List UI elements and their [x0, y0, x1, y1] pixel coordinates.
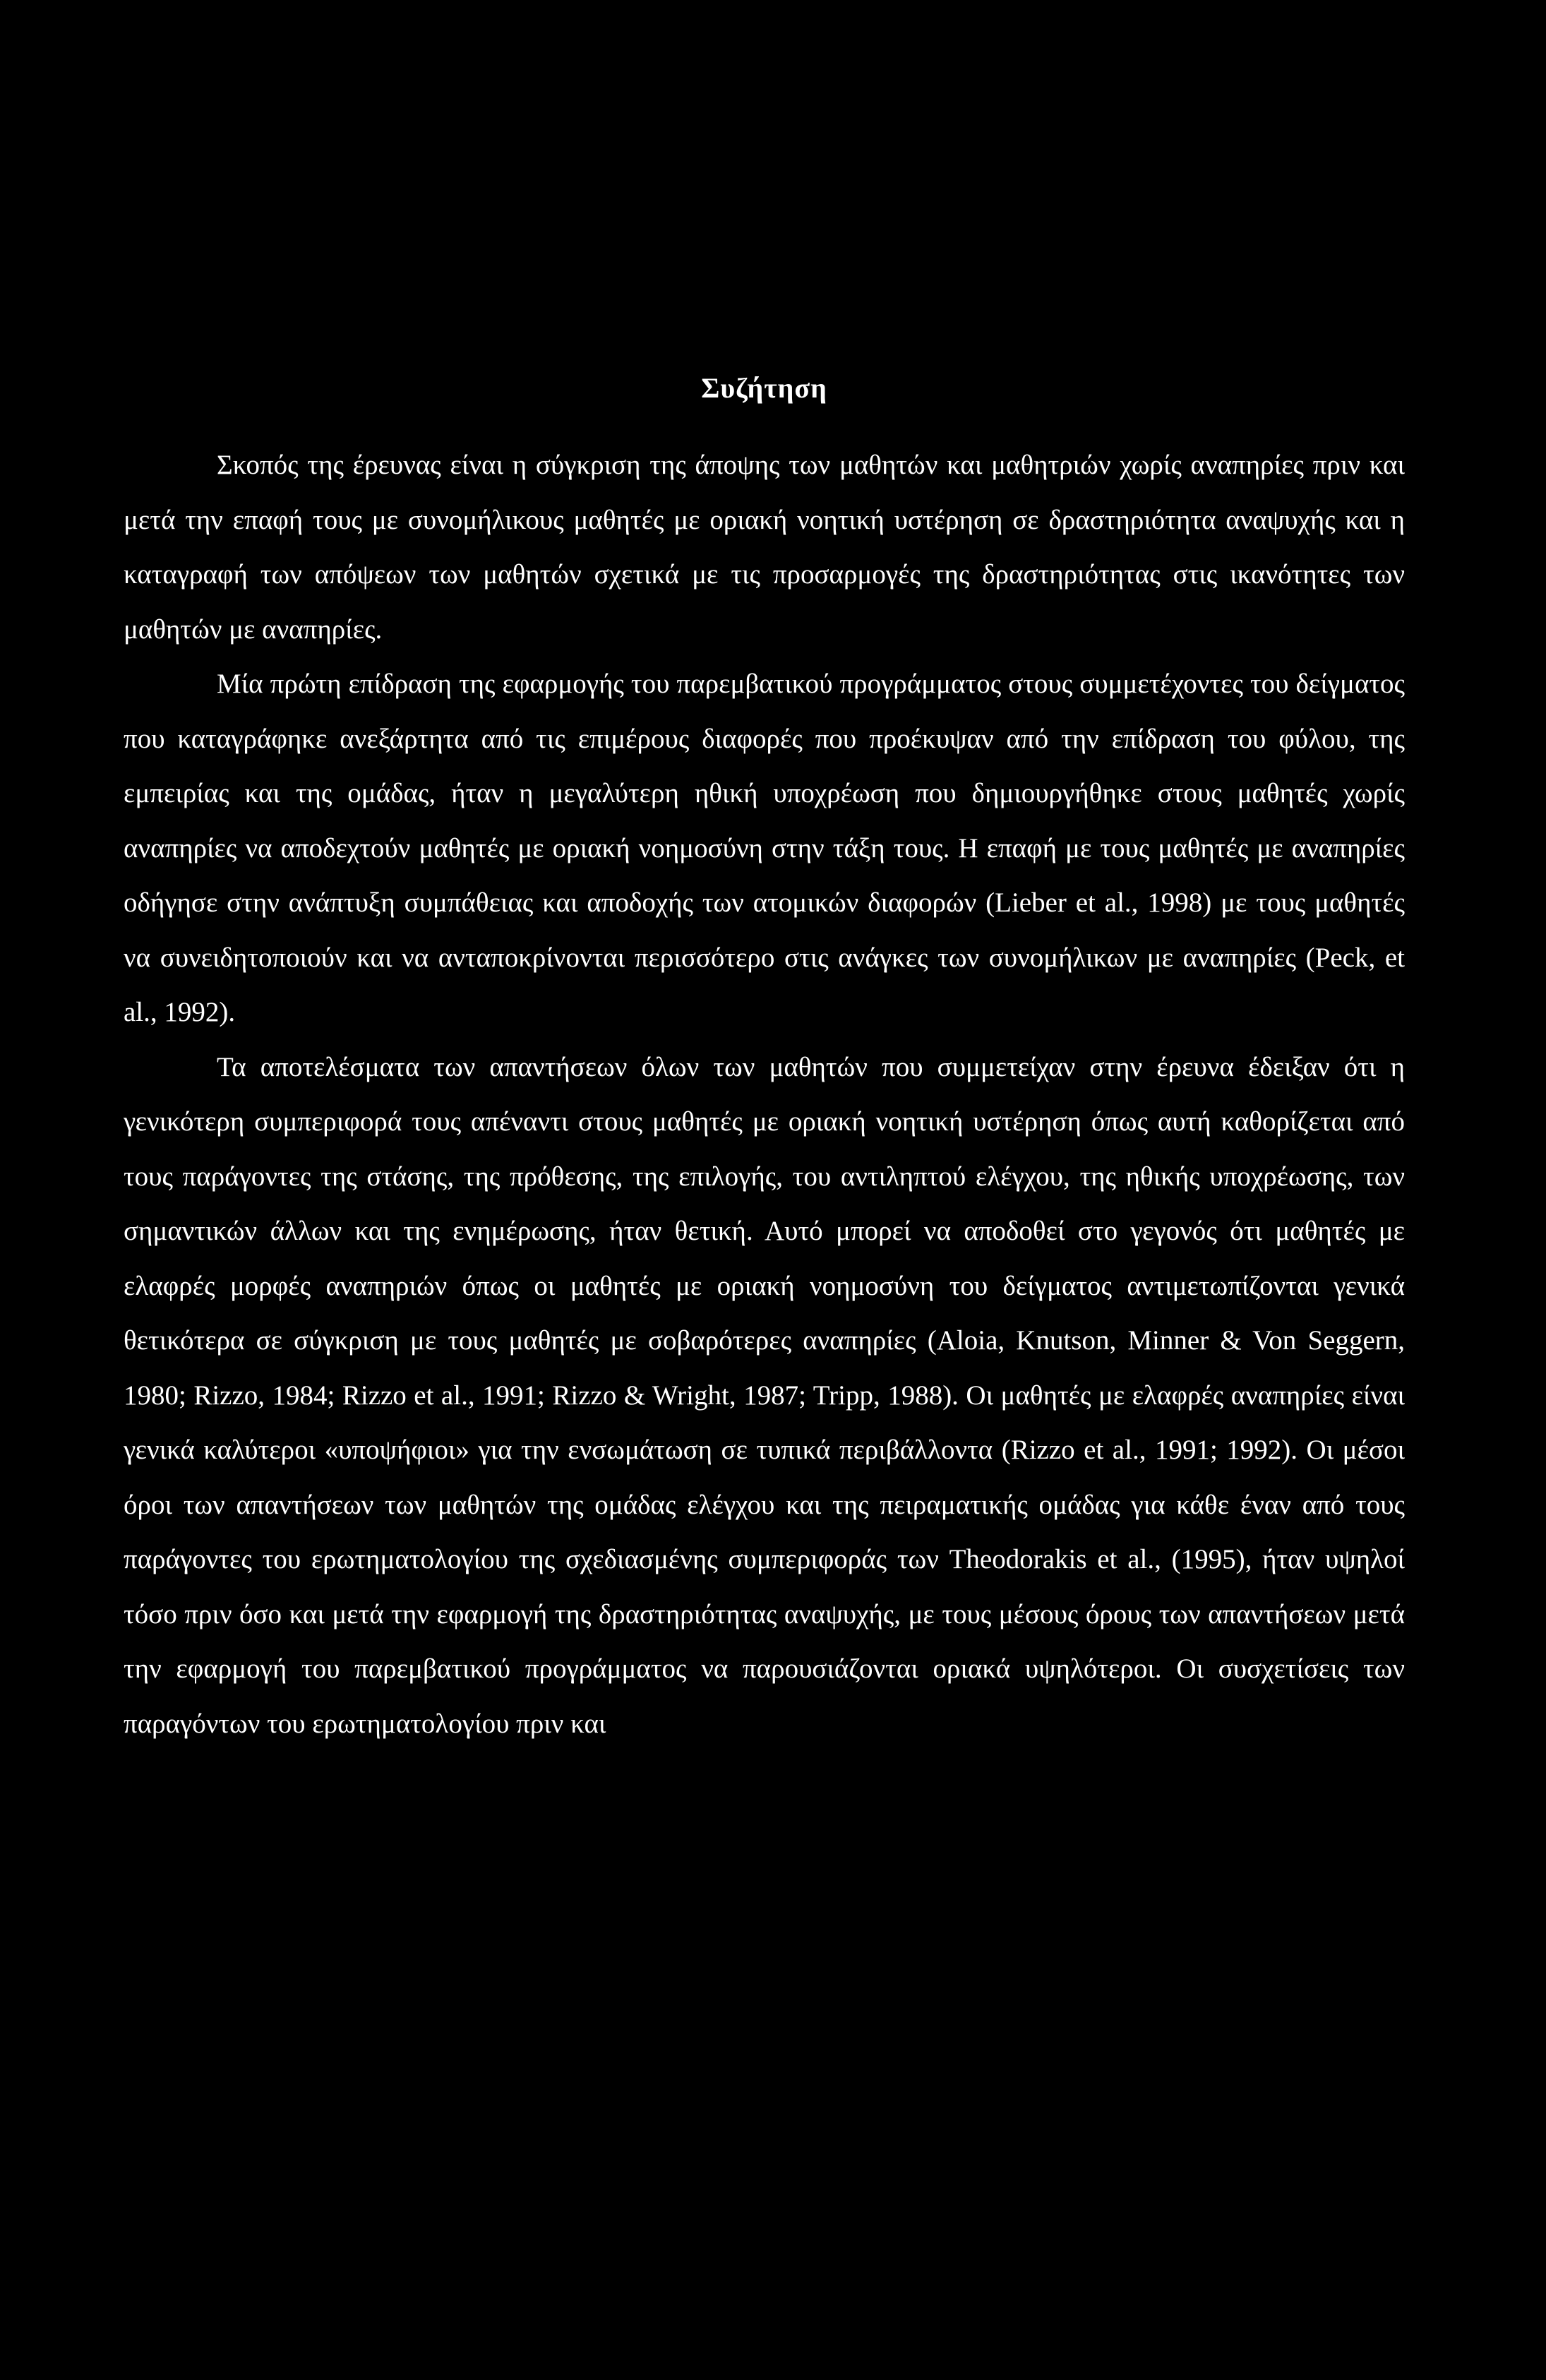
document-page [124, 367, 1405, 1751]
section-title: Συζήτηση [701, 372, 827, 404]
paragraph-aim: Σκοπός της έρευνας είναι η σύγκριση της άποψης των μαθητών και μαθητριών χωρίς αναπηρίες πριν και μετά την επαφή τους με συνομήλικους μαθητές με οριακή νοητική υστέρηση σε δραστηριότητα αναψυχής και η καταγραφή των απόψεων των μαθητών σχετικά με τις προσαρμογές της δραστηριότητας στις ικανότητες των μαθητών με αναπηρίες. [124, 450, 1405, 645]
paragraph-first-effect: Μία πρώτη επίδραση της εφαρμογής του παρεμβατικού προγράμματος στους συμμετέχοντες του δείγματος που καταγράφηκε ανεξάρτητα από τις επιμέρους διαφορές που προέκυψαν από την επίδραση του φύλου, της εμπειρίας και της ομάδας, ήταν η μεγαλύτερη ηθική υποχρέωση που δημιουργήθηκε στους μαθητές χωρίς αναπηρίες να αποδεχτούν μαθητές με οριακή νοημοσύνη στην τάξη τους. Η επαφή με τους μαθητές με αναπηρίες οδήγησε στην ανάπτυξη συμπάθειας και αποδοχής των ατομικών διαφορών (Lieber et al., 1998) με τους μαθητές να συνειδητοποιούν και να ανταποκρίνονται περισσότερο στις ανάγκες των συνομήλικων με αναπηρίες (Peck, et al., 1992). [124, 669, 1405, 1027]
paragraph-results: Τα αποτελέσματα των απαντήσεων όλων των μαθητών που συμμετείχαν στην έρευνα έδειξαν ότι η γενικότερη συμπεριφορά τους απέναντι στους μαθητές με οριακή νοητική υστέρηση όπως αυτή καθορίζεται από τους παράγοντες της στάσης, της πρόθεσης, της επιλογής, του αντιληπτού ελέγχου, της ηθικής υποχρέωσης, των σημαντικών άλλων και της ενημέρωσης, ήταν θετική. Αυτό μπορεί να αποδοθεί στο γεγονός ότι μαθητές με ελαφρές μορφές αναπηριών όπως οι μαθητές με οριακή νοημοσύνη του δείγματος αντιμετωπίζονται γενικά θετικότερα σε σύγκριση με τους μαθητές με σοβαρότερες αναπηρίες (Aloia, Knutson, Minner & Von Seggern, 1980; Rizzo, 1984; Rizzo et al., 1991; Rizzo & Wright, 1987; Tripp, 1988). Οι μαθητές με ελαφρές αναπηρίες είναι γενικά καλύτεροι «υποψήφιοι» για την ενσωμάτωση σε τυπικά περιβάλλοντα (Rizzo et al., 1991; 1992). Οι μέσοι όροι των απαντήσεων των μαθητών της ομάδας ελέγχου και της πειραματικής ομάδας για κάθε έναν από τους παράγοντες του ερωτηματολογίου της σχεδιασμένης συμπεριφοράς των Theodorakis et al., (1995), ήταν υψηλοί τόσο πριν όσο και μετά την εφαρμογή της δραστηριότητας αναψυχής, με τους μέσους όρους των απαντήσεων μετά την εφαρμογή του παρεμβατικού προγράμματος να παρουσιάζονται οριακά υψηλότεροι. Οι συσχετίσεις των παραγόντων του ερωτηματολογίου πριν και [124, 1051, 1405, 1739]
